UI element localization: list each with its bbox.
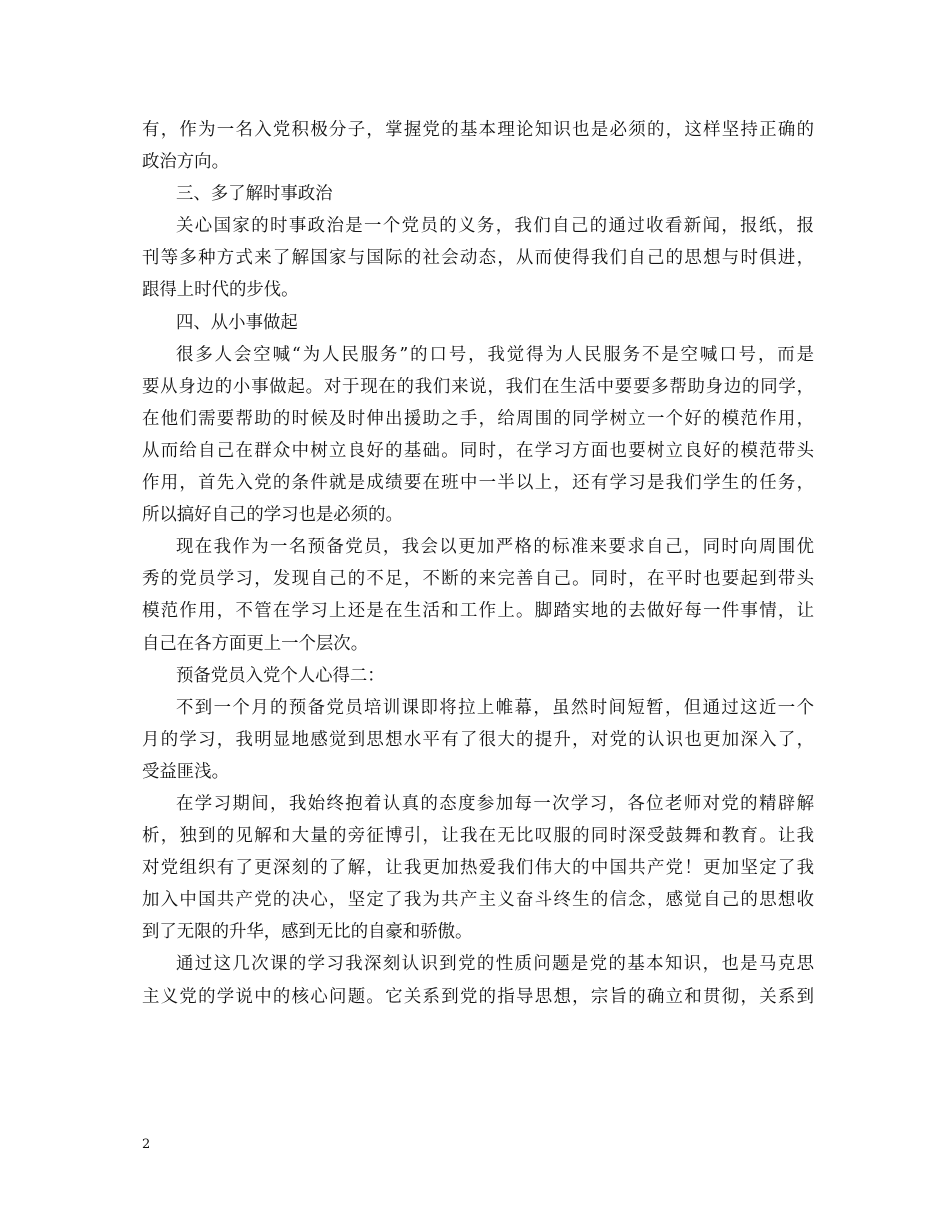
- text-line: 秀的党员学习，发现自己的不足，不断的来完善自己。同时，在平时也要起到带头: [142, 569, 814, 590]
- text-line: 现在我作为一名预备党员，我会以更加严格的标准来要求自己，同时向周围优: [176, 537, 814, 558]
- text-line: 析，独到的见解和大量的旁征博引，让我在无比叹服的同时深受鼓舞和教育。让我: [142, 826, 814, 847]
- text-line: 模范作用，不管在学习上还是在生活和工作上。脚踏实地的去做好每一件事情，让: [142, 601, 814, 622]
- text-line: 跟得上时代的步伐。: [142, 280, 299, 301]
- text-line: 所以搞好自己的学习也是必须的。: [142, 505, 403, 526]
- text-line: 四、从小事做起: [176, 312, 298, 333]
- text-line: 在他们需要帮助的时候及时伸出援助之手，给周围的同学树立一个好的模范作用，: [142, 408, 814, 429]
- text-line: 加入中国共产党的决心，坚定了我为共产主义奋斗终生的信念，感觉自己的思想收: [142, 890, 814, 911]
- text-line: 刊等多种方式来了解国家与国际的社会动态，从而使得我们自己的思想与时俱进，: [142, 248, 814, 269]
- text-line: 主义党的学说中的核心问题。它关系到党的指导思想，宗旨的确立和贯彻，关系到: [142, 986, 814, 1007]
- text-line: 对党组织有了更深刻的了解，让我更加热爱我们伟大的中国共产党！更加坚定了我: [142, 858, 814, 879]
- text-line: 通过这几次课的学习我深刻认识到党的性质问题是党的基本知识，也是马克思: [176, 954, 814, 975]
- document-body: [142, 114, 814, 1013]
- text-line: 政治方向。: [142, 152, 229, 173]
- text-line: 月的学习，我明显地感觉到思想水平有了很大的提升，对党的认识也更加深入了，: [142, 729, 814, 750]
- text-line: 自己在各方面更上一个层次。: [142, 633, 369, 654]
- text-line: 受益匪浅。: [142, 761, 229, 782]
- text-line: 从而给自己在群众中树立良好的基础。同时，在学习方面也要树立良好的模范带头: [142, 440, 814, 461]
- page-number: 2: [142, 1137, 151, 1152]
- text-line: 很多人会空喊“为人民服务”的口号，我觉得为人民服务不是空喊口号，而是: [176, 344, 814, 365]
- text-line: 不到一个月的预备党员培训课即将拉上帷幕，虽然时间短暂，但通过这近一个: [176, 697, 814, 718]
- text-line: 要从身边的小事做起。对于现在的我们来说，我们在生活中要要多帮助身边的同学，: [142, 376, 814, 397]
- text-line: 预备党员入党个人心得二：: [176, 665, 385, 686]
- text-line: 三、多了解时事政治: [176, 184, 333, 205]
- text-line: 有，作为一名入党积极分子，掌握党的基本理论知识也是必须的，这样坚持正确的: [142, 120, 814, 140]
- text-line: 关心国家的时事政治是一个党员的义务，我们自己的通过收看新闻，报纸，报: [176, 216, 814, 237]
- text-line: 到了无限的升华，感到无比的自豪和骄傲。: [142, 922, 473, 943]
- text-line: 在学习期间，我始终抱着认真的态度参加每一次学习，各位老师对党的精辟解: [176, 793, 814, 814]
- text-line: 作用，首先入党的条件就是成绩要在班中一半以上，还有学习是我们学生的任务，: [142, 473, 814, 494]
